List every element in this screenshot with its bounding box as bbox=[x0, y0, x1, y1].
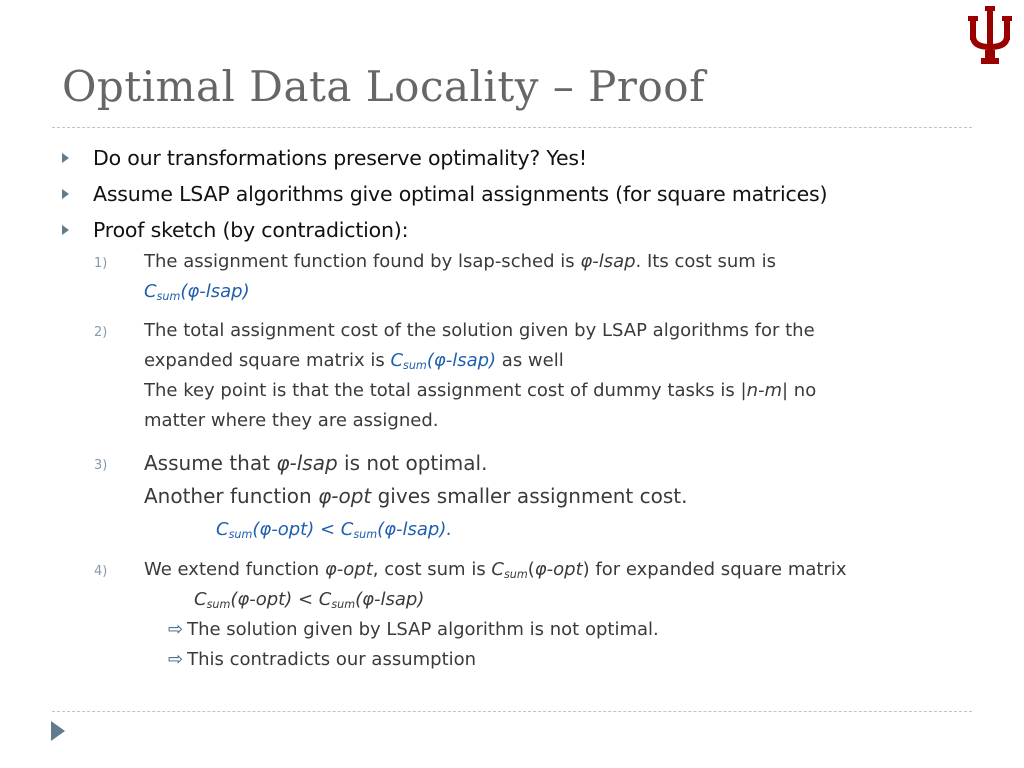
step-number: 2) bbox=[94, 325, 108, 340]
step-text: . Its cost sum is bbox=[635, 251, 776, 272]
step-text: ( bbox=[527, 559, 535, 580]
bullet-text: Proof sketch (by contradiction): bbox=[93, 218, 409, 242]
bullet-text: Do our transformations preserve optimality? Yes! bbox=[93, 146, 587, 170]
step-text: We extend function bbox=[144, 559, 325, 580]
math-subscript: sum bbox=[504, 568, 528, 581]
step-body bbox=[144, 316, 816, 436]
math-term: (φ-lsap). bbox=[377, 519, 453, 540]
math-symbol: C bbox=[340, 519, 354, 540]
iu-trident-logo-icon bbox=[966, 6, 1014, 66]
math-symbol: C bbox=[144, 281, 157, 302]
bottom-divider bbox=[52, 711, 972, 712]
step-text: Another function bbox=[144, 484, 319, 508]
math-subscript: sum bbox=[156, 290, 181, 303]
step-text: as well bbox=[496, 350, 564, 371]
math-term: (φ-lsap) bbox=[180, 281, 250, 302]
math-term: φ-lsap bbox=[580, 251, 636, 272]
step-text: The assignment function found by lsap-sched is bbox=[144, 251, 581, 272]
step-text: The total assignment cost of the solution given by LSAP algorithms for the bbox=[144, 320, 815, 341]
step-body bbox=[144, 447, 687, 546]
math-term: (φ-lsap) bbox=[426, 350, 497, 371]
math-subscript: sum bbox=[228, 528, 253, 541]
math-subscript: sum bbox=[206, 598, 231, 611]
top-divider bbox=[52, 127, 972, 128]
step-text: gives smaller assignment cost. bbox=[371, 484, 688, 508]
step-text: is not optimal. bbox=[337, 451, 488, 475]
step-text: The key point is that the total assignment cost of dummy tasks is | bbox=[144, 380, 747, 401]
play-arrow-icon bbox=[51, 721, 65, 741]
right-arrow-icon: ⇨ bbox=[168, 619, 184, 640]
step-text: expanded square matrix is bbox=[144, 350, 391, 371]
math-symbol: C bbox=[491, 559, 504, 580]
math-symbol: C bbox=[318, 589, 332, 610]
math-symbol: C bbox=[194, 589, 207, 610]
math-term: φ-opt bbox=[324, 559, 373, 580]
bullet-item bbox=[62, 140, 827, 176]
bullet-text: Assume LSAP algorithms give optimal assignments (for square matrices) bbox=[93, 182, 828, 206]
slide-title: Optimal Data Locality – Proof bbox=[62, 62, 706, 111]
triangle-bullet-icon bbox=[62, 153, 69, 163]
math-term: n-m bbox=[746, 380, 782, 401]
math-symbol: C bbox=[390, 350, 404, 371]
step-text: This contradicts our assumption bbox=[187, 649, 477, 670]
step-text: Assume that bbox=[144, 451, 277, 475]
inequality bbox=[144, 513, 687, 546]
right-arrow-icon: ⇨ bbox=[168, 649, 184, 670]
math-subscript: sum bbox=[353, 528, 378, 541]
inequality bbox=[144, 585, 847, 615]
math-subscript: sum bbox=[403, 359, 427, 372]
step-number: 3) bbox=[94, 458, 108, 473]
math-term: φ-lsap bbox=[276, 451, 338, 475]
math-term: φ-opt bbox=[318, 484, 372, 508]
triangle-bullet-icon bbox=[62, 189, 69, 199]
step-number: 1) bbox=[94, 256, 108, 271]
step-text: The solution given by LSAP algorithm is not optimal. bbox=[187, 619, 659, 640]
math-term: (φ-opt) < bbox=[230, 589, 319, 610]
bullet-list bbox=[62, 140, 827, 248]
math-symbol: C bbox=[216, 519, 229, 540]
bullet-item bbox=[62, 176, 827, 212]
step-text: | no bbox=[782, 380, 817, 401]
step-number: 4) bbox=[94, 564, 108, 579]
math-subscript: sum bbox=[331, 598, 356, 611]
triangle-bullet-icon bbox=[62, 225, 69, 235]
bullet-item bbox=[62, 212, 827, 248]
math-term: (φ-lsap) bbox=[355, 589, 425, 610]
step-text: ) for expanded square matrix bbox=[582, 559, 847, 580]
step-text: , cost sum is bbox=[372, 559, 492, 580]
math-term: (φ-opt) < bbox=[252, 519, 341, 540]
step-body bbox=[144, 555, 847, 675]
math-term: φ-opt bbox=[534, 559, 583, 580]
step-text: matter where they are assigned. bbox=[144, 410, 439, 431]
step-body bbox=[144, 247, 776, 307]
